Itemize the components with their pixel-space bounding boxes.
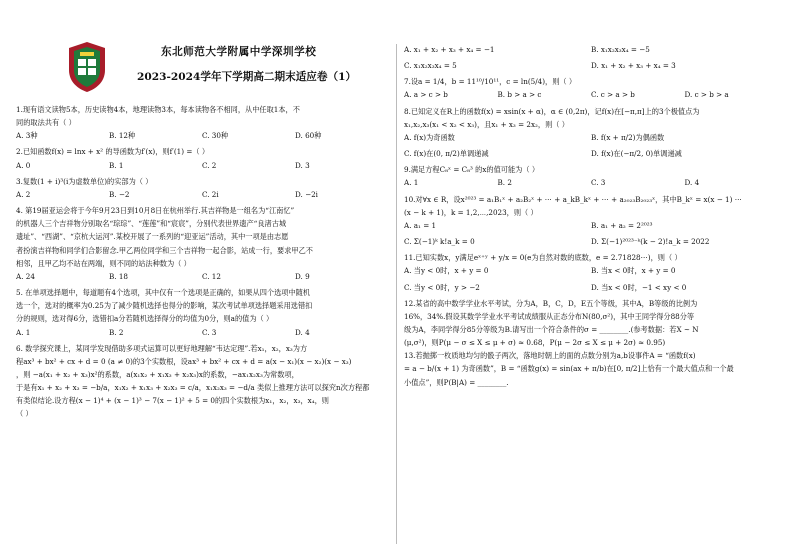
q11-option: B. 当x < 0时，x + y = 0 (591, 266, 676, 276)
q9-option: C. 3 (591, 178, 606, 188)
q5-option: B. 2 (109, 327, 124, 337)
q10-text-line: 10.对∀x ∈ R，设x²⁰²³ = a₁B₁ˣ + a₂B₂ˣ + ⋯ + a_kB_kˣ + ⋯ + a₂₀₂₃B₂₀₂₃ˣ，其中B_kˣ = x(x − 1) ⋯ (404, 194, 742, 204)
column-divider (396, 44, 397, 544)
q13-text-line: = a − b/(x + 1) 为奇函数”，B = “函数g(x) = sin(ax + π/b)在[0, π/2]上恰有一个最大值点和一个最 (404, 364, 734, 374)
q6-opts-option: A. x₁ + x₂ + x₃ + x₄ = −1 (404, 45, 495, 54)
q11-option: D. 当x < 0时，−1 < xy < 0 (591, 282, 687, 292)
q6-text-line: （ ） (16, 409, 33, 419)
q3-options (16, 189, 388, 200)
q6-opts-option: C. x₁x₂x₃x₄ = 5 (404, 61, 457, 71)
q7-text-line: 7.设a = 1/4，b = 11¹⁰/10¹¹，c = ln(5/4)，则（ ） (404, 77, 577, 87)
q8-option: C. f(x)在(0, π/2)单调递减 (404, 149, 489, 159)
q3-text-line: 3.复数(1 + i)³(i为虚数单位)的实部为（ ） (16, 176, 153, 186)
q4-text-line: 相邻，且甲乙均不站在两端，则不同的站法种数为（ ） (16, 258, 191, 268)
q9-option: D. 4 (684, 178, 700, 188)
q3-option: A. 2 (16, 189, 31, 199)
q10-option: D. Σ(−1)²⁰²³⁻ᵏ(k − 2)!a_k = 2022 (591, 237, 710, 247)
right-column (404, 0, 778, 560)
q6-text-line: 于是有x₁ + x₂ + x₃ = −b/a，x₁x₂ + x₁x₃ + x₂x₃ = c/a，x₁x₂x₃ = −d/a 类似上推理方法可以探究n次方程都 (16, 383, 370, 393)
q10-option: C. Σ(−1)ᵏ k!a_k = 0 (404, 237, 475, 247)
q5-option: D. 4 (295, 327, 310, 337)
q6-text-line: 6. 数学探究课上，某同学发现借助多项式运算可以更好地理解“韦达定理”.若x₁，x₂，x₃为方 (16, 343, 308, 353)
q12-text-line: 级为A，李同学得分85分等级为B.请写出一个符合条件的σ = ________.(参考数据：若X ~ N (404, 324, 699, 334)
q4-options (16, 271, 388, 282)
q4-text-line: 4. 第19届亚运会将于今年9月23日到10月8日在杭州举行.其吉祥物是一组名为“江南忆” (16, 206, 295, 216)
q6-text-line: 有类似结论.设方程(x − 1)⁴ + (x − 1)³ − 7(x − 1)² + 5 = 0的四个实数根为x₁，x₂，x₃，x₄，则 (16, 396, 329, 406)
q6-opts-options (404, 44, 778, 71)
q8-text-line: x₁,x₂,x₃(x₁ < x₂ < x₃)，且x₁ + x₃ = 2x₂，则（ ） (404, 119, 569, 129)
q3-option: B. −2 (109, 189, 130, 199)
q1-option: A. 3种 (16, 131, 38, 141)
q12-text-line: 12.某省的高中数学学业水平考试，分为A，B，C，D，E五个等级，其中A，B等级的比例为 (404, 298, 698, 308)
q4-option: A. 24 (16, 271, 35, 281)
q1-text-line: 同的取法共有（ ） (16, 118, 76, 128)
q5-options (16, 327, 388, 338)
q5-text-line: 选一个，选对的概率为0.25为了减少随机选择也得分的影响，某次考试单项选择题采用选错扣 (16, 301, 313, 311)
q11-option: C. 当y < 0时，y > −2 (404, 282, 480, 292)
q4-option: B. 18 (109, 271, 128, 281)
q6-text-line: ，则 −a(x₁ + x₂ + x₃)x²的系数，a(x₁x₂ + x₁x₃ + x₂x₃)x的系数，−ax₁x₂x₃为常数项， (16, 369, 299, 379)
q2-option: A. 0 (16, 160, 31, 170)
q2-options (16, 160, 388, 171)
q1-text-line: 1.现有语文读物5本，历史读物4本，地理读物3本，每本读物各不相同，从中任取1本，不 (16, 105, 300, 114)
q1-option: C. 30种 (202, 131, 229, 141)
q2-text-line: 2.已知函数f(x) = lnx + x² 的导函数为f′(x)，则f′(1) =（ ） (16, 147, 210, 157)
q5-text-line: 5. 在单项选择题中，每道题有4个选项，其中仅有一个选项是正确的，如果从四个选项中随机 (16, 288, 311, 298)
q9-options (404, 177, 778, 188)
q3-option: C. 2i (202, 189, 219, 199)
q13-text-line: 小值点”，则P(B|A) = ________. (404, 377, 509, 387)
q8-option: B. f(x + π/2)为偶函数 (591, 132, 665, 142)
q5-option: A. 1 (16, 327, 31, 337)
q13-text-line: 13.若抛掷一枚质地均匀的骰子两次，落地时朝上的面的点数分别为a,b设事件A = “函数f(x) (404, 351, 696, 361)
q4-text-line: 遗址”、“西湖”、“京杭大运河”.某校开展了一系列的“迎亚运”活动，其中一项是由志愿 (16, 232, 289, 242)
q8-options (404, 132, 778, 159)
exam-header (16, 0, 388, 104)
q12-text-line: (μ,σ²)，则P(μ − σ ≤ X ≤ μ + σ) ≈ 0.68，P(μ − 2σ ≤ X ≤ μ + 2σ) ≈ 0.95) (404, 338, 666, 348)
q10-options (404, 220, 778, 247)
q4-text-line: 的机器人三个吉祥物分别取名“琮琮”、“莲莲”和“宸宸”，分别代表世界遗产“良渚古城 (16, 219, 287, 229)
q6-opts-option: B. x₁x₂x₃x₄ = −5 (591, 45, 650, 54)
q2-option: D. 3 (295, 160, 310, 170)
q1-options (16, 130, 388, 141)
q4-option: D. 9 (295, 271, 310, 281)
school-seal-icon (66, 40, 108, 94)
q11-option: A. 当y < 0时，x + y = 0 (404, 266, 489, 276)
q7-option: B. b > a > c (497, 90, 542, 100)
q6-opts-option: D. x₁ + x₂ + x₃ + x₄ = 3 (591, 61, 676, 71)
q11-text-line: 11.已知实数x，y满足eˣ⁺ʸ + y/x = 0(e为自然对数的底数，e = 2.71828⋯)，则（ ） (404, 253, 682, 263)
q11-options (404, 265, 778, 292)
q2-option: B. 1 (109, 160, 124, 170)
q3-option: D. −2i (295, 189, 318, 199)
q4-option: C. 12 (202, 271, 221, 281)
q8-option: A. f(x)为奇函数 (404, 132, 455, 142)
q9-option: A. 1 (404, 178, 419, 188)
left-column (16, 0, 388, 560)
q9-text-line: 9.满足方程C₈ˣ = C₈³ 的x的值可能为（ ） (404, 165, 540, 175)
q6-text-line: 程ax³ + bx² + cx + d = 0 (a ≠ 0)的3个实数根，设ax³ + bx² + cx + d = a(x − x₁)(x − x₂)(x − x₃) (16, 356, 352, 366)
exam-title: 2023-2024学年下学期高二期末适应卷（1） (137, 71, 357, 83)
q7-options (404, 89, 778, 100)
q7-option: D. c > b > a (684, 90, 729, 100)
q7-option: C. c > a > b (591, 90, 635, 100)
q1-option: B. 12种 (109, 131, 136, 141)
q2-option: C. 2 (202, 160, 217, 170)
q10-option: A. a₁ = 1 (404, 220, 437, 230)
q4-text-line: 者扮演吉祥物和同学们合影留念.甲乙两位同学和三个吉祥物一起合影，站成一行，要求甲乙不 (16, 245, 313, 255)
q1-option: D. 60种 (295, 131, 322, 141)
q8-option: D. f(x)在(−π/2, 0)单调递减 (591, 149, 682, 159)
q8-text-line: 8.已知定义在R上的函数f(x) = xsin(x + α)，α ∈ (0,2π)，记f(x)在[−π,π]上的3个极值点为 (404, 106, 700, 116)
left-questions (16, 104, 388, 420)
school-name: 东北师范大学附属中学深圳学校 (161, 46, 317, 58)
q5-text-line: 分的规则，选对得6分，选错扣a分若随机选择得分的均值为0分，则a的值为（ ） (16, 314, 274, 324)
q12-text-line: 16%，34%.假设其数学学业水平考试成绩服从正态分布N(80,σ²)，其中王同学得分88分等 (404, 311, 695, 321)
right-questions (404, 44, 778, 388)
q10-text-line: (x − k + 1)，k = 1,2,⋯,2023，则（ ） (404, 207, 538, 217)
q9-option: B. 2 (497, 178, 512, 188)
q5-option: C. 3 (202, 327, 217, 337)
q10-option: B. a₁ + a₂ = 2²⁰²³ (591, 220, 653, 230)
q7-option: A. a > c > b (404, 90, 448, 100)
